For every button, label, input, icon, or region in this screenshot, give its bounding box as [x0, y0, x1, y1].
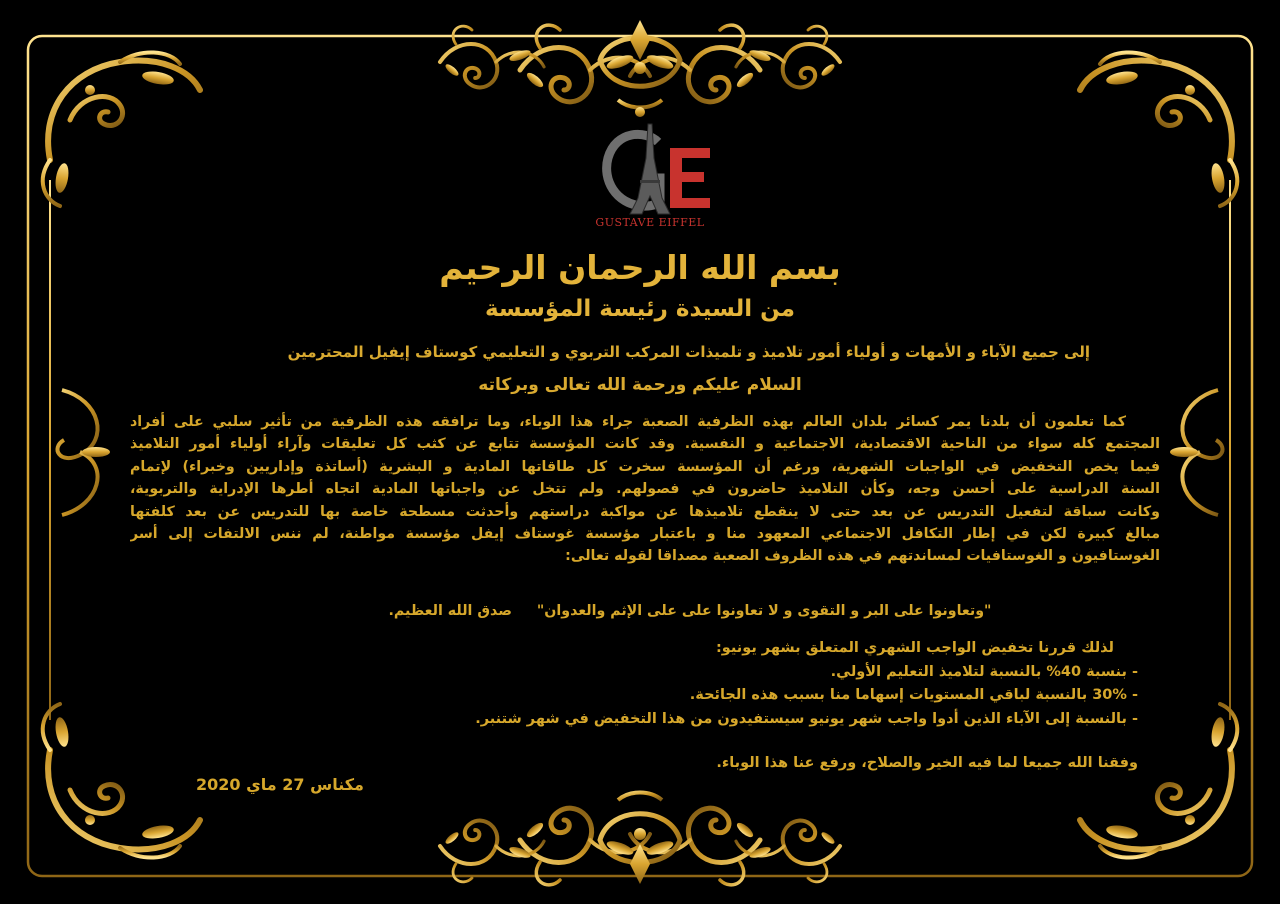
body-line: الغوستافيون و الغوستافيات لمساندتهم في هذه الظروف الصعبة مصداقا لقوله تعالى:	[565, 548, 1160, 565]
date-line: مكناس 27 ماي 2020	[196, 775, 364, 794]
decision-intro: لذلك قررنا تخفيض الواجب الشهري المتعلق بشهر يونيو:	[715, 640, 1114, 656]
quran-quote	[300, 603, 1060, 619]
side-ornament-right	[1170, 390, 1223, 515]
body-line: فيما يخص التخفيض في الواجبات الشهرية، ورغم أن المؤسسة سخرت كل طاقاتها المادية و البشرية (أساتذة وإداريين وخبراء) لإتمام	[130, 458, 1160, 475]
corner-ornament-top-left	[43, 52, 200, 206]
decision-item: - 30% بالنسبة لباقي المستويات إسهاما منا بسبب هذه الجائحة.	[689, 687, 1138, 703]
decision-item: - بالنسبة إلى الآباء الذين أدوا واجب شهر يونيو سيستفيدون من هذا التخفيض في شهر شتنبر.	[475, 710, 1138, 727]
closing-line: وفقنا الله جميعا لما فيه الخير والصلاح، ورفع عنا هذا الوباء.	[716, 755, 1138, 771]
body-line: السنة الدراسية على أحسن وجه، وكأن التلاميذ حاضرون في فصولهم. ولم تتخل عن واجباتها المادية اتجاه أطرها الإدراية والتربوية،	[130, 481, 1160, 498]
sender-line: من السيدة رئيسة المؤسسة	[484, 296, 796, 322]
decision-item: - بنسبة 40% بالنسبة لتلاميذ التعليم الأولي.	[830, 663, 1138, 680]
body-line: كما تعلمون أن بلدنا يمر كسائر بلدان العالم بهذه الظرفية الصعبة جراء هذا الوباء، وما ترافقه هذه الظرفية من تأثير سلبي على أفراد	[130, 414, 1126, 430]
side-ornament-left	[57, 390, 110, 515]
letter-body	[130, 411, 1160, 568]
logo-wordmark: GUSTAVE EIFFEL	[595, 216, 705, 229]
quote-text: "وتعاونوا على البر و التقوى و لا تعاونوا على على الإثم والعدوان"	[536, 603, 992, 619]
basmala-heading: بسم الله الرحمان الرحيم	[439, 248, 841, 287]
top-center-ornament	[440, 20, 840, 117]
corner-ornament-top-right	[1080, 52, 1237, 206]
body-line: المجتمع كله سواء من الناحية الاقتصادية، الاجتماعية و النفسية. وقد كانت المؤسسة تتابع عن كثب كل تعليقات وآراء أولياء أمور التلاميذ	[130, 436, 1160, 453]
decision-section	[300, 637, 1138, 731]
bottom-center-ornament	[440, 793, 840, 885]
body-line: وكانت سباقة لتفعيل التدريس عن بعد حتى لا ينقطع تلاميذها عن مواكبة دراستهم وأحدثت مسطحة خاصة بها للتدريس عن بعد كلفتها	[130, 503, 1160, 520]
body-line: مبالغ كبيرة لكن في إطار التكافل الاجتماعي المعهود منا و باعتبار مؤسسة غوستاف إيفل مؤسسة مواطنة، لم ننس الالتفات إلى أسر	[130, 526, 1160, 543]
recipient-line: إلى جميع الآباء و الأمهات و أولياء أمور تلاميذ و تلميذات المركب التربوي و التعليمي كوستاف إيفيل المحترمين	[287, 343, 1090, 361]
quote-suffix: صدق الله العظيم.	[388, 603, 512, 619]
corner-ornament-bottom-left	[43, 704, 200, 858]
greeting-line: السلام عليكم ورحمة الله تعالى وبركاته	[478, 375, 802, 395]
